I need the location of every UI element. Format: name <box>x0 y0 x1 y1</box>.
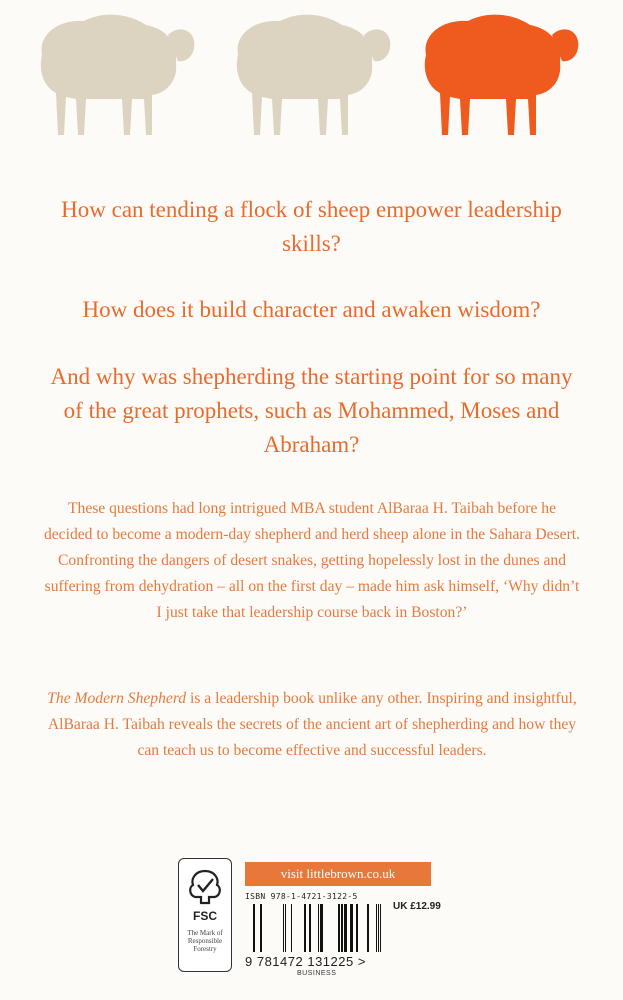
barcode-bar <box>253 904 255 952</box>
question-3: And why was shepherding the starting point for so many of the great prophets, such as Mohammed, Moses and Abraham? <box>50 364 573 457</box>
book-title: The Modern Shepherd <box>47 690 187 707</box>
question-1: How can tending a flock of sheep empower leadership skills? <box>61 197 562 256</box>
barcode-bar <box>338 904 340 952</box>
price-label: UK £12.99 <box>393 901 441 912</box>
category-label: BUSINESS <box>297 970 337 977</box>
barcode-bar <box>356 904 358 952</box>
barcode-bar <box>291 904 292 952</box>
sheep-icon <box>28 5 198 145</box>
barcode-bar <box>320 904 323 952</box>
blurb-paragraph-2-text: is a leadership book unlike any other. Inspiring and insightful, AlBaraa H. Taibah reveals the secrets of the ancient art of shepherding and how they can teach us to become effective and successful leaders. <box>47 690 577 759</box>
barcode-area <box>245 892 443 978</box>
fsc-label: FSC <box>193 909 217 923</box>
barcode-bar <box>341 904 343 952</box>
barcode-bar <box>283 904 284 952</box>
barcode-bar <box>376 904 377 952</box>
sheep-illustration-row <box>0 0 623 150</box>
barcode-bar <box>285 904 286 952</box>
barcode-bar <box>309 904 311 952</box>
barcode-number: 9 781472 131225 > <box>245 954 366 969</box>
barcode-bar <box>367 904 369 952</box>
barcode-bar <box>344 904 347 952</box>
barcode-bar <box>304 904 306 952</box>
fsc-logo <box>178 858 232 972</box>
blurb-paragraph-2 <box>42 686 582 764</box>
barcode-bar <box>378 904 379 952</box>
blurb-paragraph-1: These questions had long intrigued MBA student AlBaraa H. Taibah before he decided to become a modern-day shepherd and herd sheep alone in the Sahara Desert. Confronting the dangers of desert snakes, getting hopelessly lost in the dunes and suffering from dehydration – all on the first day – made him ask himself, ‘Why didn’t I just take that leadership course back in Boston?’ <box>43 500 581 621</box>
tree-check-icon <box>187 867 223 907</box>
barcode-bar <box>380 904 381 952</box>
website-banner: visit littlebrown.co.uk <box>245 862 431 886</box>
sheep-icon <box>224 5 394 145</box>
isbn-text: ISBN 978-1-4721-3122-5 <box>245 892 358 901</box>
sheep-icon <box>412 5 582 145</box>
fsc-tagline: The Mark of Responsible Forestry <box>187 929 223 953</box>
barcode-bar <box>350 904 353 952</box>
barcode-bar <box>260 904 262 952</box>
barcode-icon <box>253 904 383 954</box>
barcode-bar <box>318 904 319 952</box>
question-2: How does it build character and awaken wisdom? <box>82 297 541 322</box>
